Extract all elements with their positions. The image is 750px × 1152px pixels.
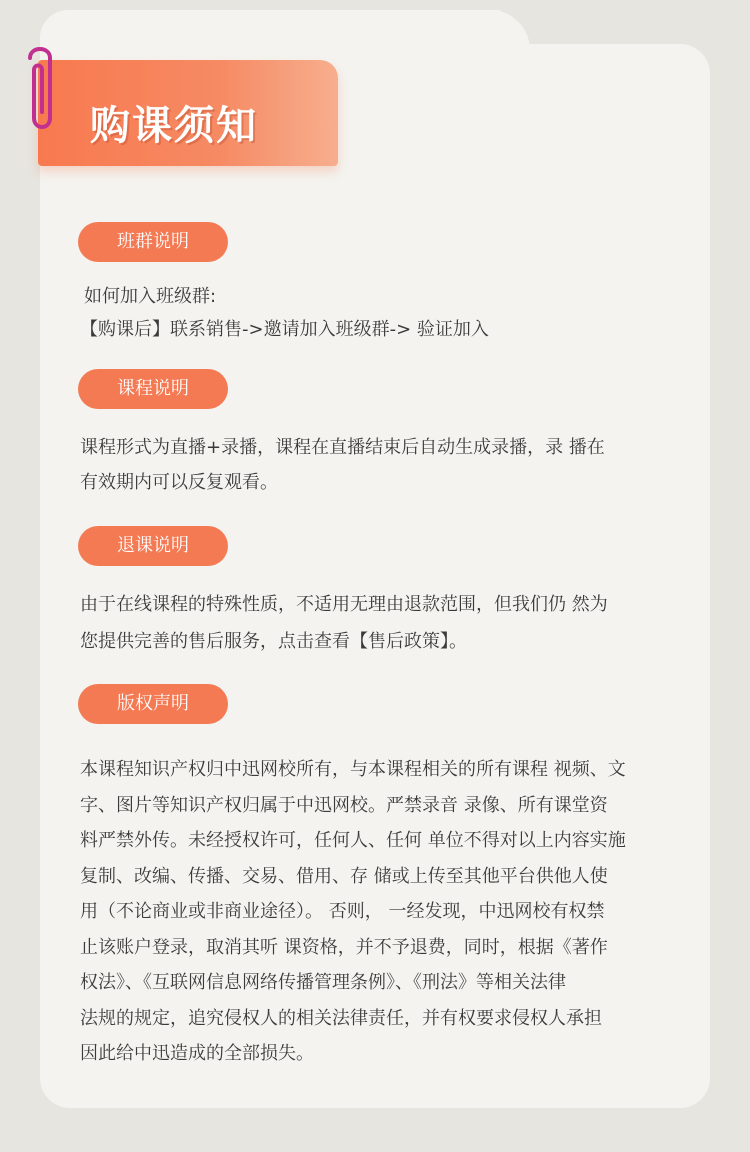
text-line: 止该账户登录，取消其听 课资格，并不予退费，同时，根据《著作 (80, 936, 608, 958)
section-text-course (80, 430, 700, 500)
section-pill-refund: 退课说明 (78, 526, 228, 566)
text-line: 您提供完善的售后服务，点击查看【售后政策】。 (80, 631, 467, 652)
text-line: 有效期内可以反复观看。 (80, 472, 278, 493)
text-line: 法规的规定，追究侵权人的相关法律责任，并有权要求侵权人承担 (80, 1007, 602, 1029)
text-line: 本课程知识产权归中迅网校所有，与本课程相关的所有课程 视频、文 (80, 759, 626, 780)
text-line: 用（不论商业或非商业途径）。 否则， 一经发现，中迅网校有权禁 (80, 901, 605, 922)
section-text-copyright (80, 752, 700, 1072)
section-text-class-group (80, 280, 700, 346)
text-line: 权法》、《互联网信息网络传播管理条例》、《刑法》等相关法律 (80, 972, 566, 993)
section-text-refund (80, 586, 700, 660)
section-pill-course: 课程说明 (78, 369, 228, 409)
text-line: 因此给中迅造成的全部损失。 (80, 1043, 314, 1064)
text-line: 由于在线课程的特殊性质，不适用无理由退款范围，但我们仍 然为 (80, 594, 608, 615)
text-line: 课程形式为直播+录播，课程在直播结束后自动生成录播，录 播在 (80, 437, 605, 458)
text-line: 如何加入班级群: (84, 286, 217, 307)
section-pill-class-group: 班群说明 (78, 222, 228, 262)
text-line: 【购课后】联系销售->邀请加入班级群-> 验证加入 (80, 319, 489, 340)
text-line: 复制、改编、传播、交易、借用、存 储或上传至其他平台供他人使 (80, 865, 608, 887)
text-line: 字、图片等知识产权归属于中迅网校。严禁录音 录像、所有课堂资 (80, 794, 608, 816)
section-pill-copyright: 版权声明 (78, 684, 228, 724)
text-line: 料严禁外传。未经授权许可，任何人、任何 单位不得对以上内容实施 (80, 830, 626, 851)
page-title: 购课须知 (90, 103, 258, 149)
paperclip-icon (16, 40, 76, 150)
